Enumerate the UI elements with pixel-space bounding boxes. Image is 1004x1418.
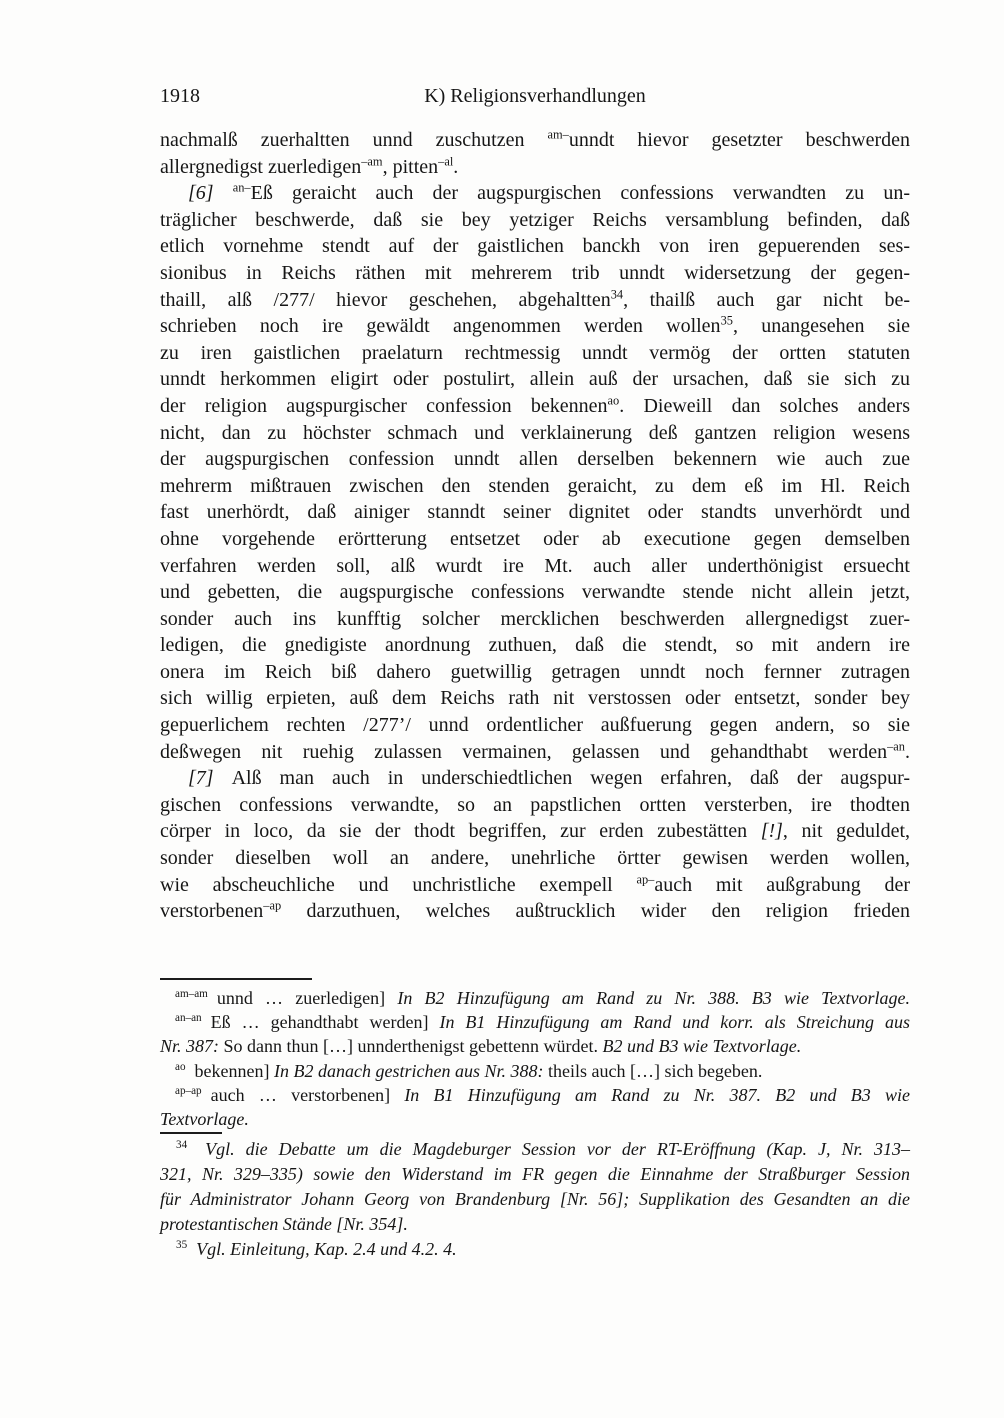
text-run: thaill, alß /277/ hievor geschehen, abgehaltten <box>160 288 611 311</box>
text-line <box>160 420 910 447</box>
text-line <box>160 845 910 872</box>
text-run: träglicher beschwerde, daß sie bey yetziger Reichs versamblung befinden, daß <box>160 208 910 231</box>
text-run: mehrerm mißtrauen zwischen den stenden geraicht, zu dem eß im Hl. Reich <box>160 474 910 497</box>
text-run: zu iren gaistlichen praelaturn rechtmessig unndt vermög der ortten statuten <box>160 341 910 364</box>
text-line <box>160 685 910 712</box>
text-line <box>160 659 910 686</box>
superscript-marker: –an <box>887 739 905 753</box>
superscript-marker: am– <box>547 127 569 142</box>
text-line <box>160 446 910 473</box>
text-run: verstorbenen <box>160 900 264 923</box>
text-run: [!] <box>760 820 783 843</box>
text-run: . Dieweill dan solches anders <box>619 394 910 417</box>
text-run: sich willig erpieten, auß dem Reichs rath nit verstossen oder entsetzt, sonder bey <box>160 687 910 710</box>
text-run: sonder dieselben woll an andere, unehrliche örtter gewisen werden wollen, <box>160 847 910 870</box>
text-line <box>160 473 910 500</box>
superscript-marker: ao <box>607 393 620 408</box>
text-run: Nr. 387: <box>160 1036 224 1057</box>
text-line <box>160 792 910 819</box>
superscript-marker: ao <box>175 1060 186 1073</box>
critical-apparatus <box>160 986 910 1131</box>
footnotes <box>160 1137 910 1262</box>
text-run <box>187 1139 205 1159</box>
text-run: nachmalß zuerhaltten unnd zuschutzen <box>160 129 548 151</box>
text-line <box>160 340 910 367</box>
text-line <box>160 127 910 154</box>
text-run: In B1 Hinzufügung am Rand und korr. als Streichung aus <box>439 1012 910 1033</box>
superscript-marker: ap–ap <box>175 1084 202 1097</box>
text-run: darzuthuen, welches außtrucklich wider den religion frieden <box>281 900 910 923</box>
text-run: ohne vorgehende erörtterung entsetzet oder ab executione gegen demselben <box>160 527 910 550</box>
text-run: onera im Reich biß dahero guetwillig getragen unndt noch fernner zutragen <box>160 660 910 683</box>
text-line <box>160 499 910 526</box>
superscript-marker: ap– <box>636 871 655 886</box>
text-run: , nit geduldet, <box>782 820 910 843</box>
text-run: In B1 Hinzufügung am Rand zu Nr. 387. B2 und B3 wie <box>404 1084 910 1105</box>
text-line <box>160 526 910 553</box>
text-run: für Administrator Johann Georg von Brandenburg [Nr. 56]; Supplikation des Gesandten an die <box>160 1189 910 1209</box>
text-run: [6] <box>188 182 233 205</box>
text-line <box>160 313 910 340</box>
text-run: unndt herkommen eligirt oder postulirt, allein auß der ursachen, daß sie sich zu <box>160 368 910 391</box>
text-run: sionibus in Reichs räthen mit mehrerem trib unndt widersetzung der gegen- <box>160 261 910 284</box>
text-run: . <box>453 155 459 178</box>
text-line <box>160 1212 910 1237</box>
text-run: B2 und B3 wie Textvorlage. <box>602 1036 802 1057</box>
page-number: 1918 <box>160 85 200 107</box>
text-run: Vgl. die Debatte um die Magdeburger Session vor der RT-Eröffnung (Kap. J, Nr. 313– <box>205 1139 910 1159</box>
text-line <box>160 739 910 766</box>
text-line <box>160 260 910 287</box>
text-run: unndt hievor gesetzter beschwerden <box>568 129 910 151</box>
text-line <box>160 872 910 899</box>
superscript-marker: 34 <box>610 286 624 301</box>
text-run: schrieben noch ire gewäldt angenommen werden wollen <box>160 315 721 338</box>
superscript-marker: –al <box>438 153 454 168</box>
text-run: . <box>905 740 910 763</box>
text-line <box>160 553 910 580</box>
text-line <box>160 1137 910 1162</box>
text-run: bekennen] <box>185 1060 274 1081</box>
text-run: , pitten <box>382 155 439 178</box>
text-run: unnd … zuerledigen] <box>207 988 398 1008</box>
text-run: So dann thun […] unnderthenigst gebettenn würdet. <box>223 1036 603 1057</box>
text-line <box>160 1162 910 1187</box>
text-line <box>160 898 910 925</box>
text-run: wie abscheuchliche und unchristliche exempell <box>160 873 637 896</box>
text-line <box>160 180 910 207</box>
text-run: protestantischen Stände [Nr. 354]. <box>160 1214 408 1234</box>
text-line <box>160 1107 910 1131</box>
text-run: [7] <box>188 767 232 790</box>
text-line <box>160 818 910 845</box>
text-run: Vgl. Einleitung, Kap. 2.4 und 4.2. 4. <box>196 1239 457 1259</box>
superscript-marker: –am <box>361 153 383 168</box>
text-run: Alß man auch in underschiedtlichen wegen erfahren, daß der augspur- <box>231 767 910 790</box>
text-line <box>160 1034 910 1058</box>
text-run: 321, Nr. 329–335) sowie den Widerstand im FR gegen die Einnahme der Straßburger Session <box>160 1164 910 1184</box>
text-line <box>160 765 910 792</box>
text-run: , thailß auch gar nicht be- <box>623 288 910 311</box>
superscript-marker: am–am <box>175 988 208 1000</box>
superscript-marker: an– <box>232 180 251 195</box>
body-text <box>160 127 910 925</box>
text-run: gepuerlichem rechten /277’/ unnd ordentlicher außfuerung gegen andern, so sie <box>160 714 910 737</box>
text-line <box>160 712 910 739</box>
running-header <box>160 84 910 108</box>
text-line <box>160 366 910 393</box>
text-run: In B2 danach gestrichen aus Nr. 388: <box>274 1060 548 1081</box>
text-line <box>160 1059 910 1083</box>
text-line <box>160 1083 910 1107</box>
text-line <box>160 207 910 234</box>
text-run: allergnedigst zuerledigen <box>160 155 362 178</box>
superscript-marker: 35 <box>176 1239 188 1251</box>
text-line <box>160 606 910 633</box>
text-run: der religion augspurgischer confession bekennen <box>160 394 608 417</box>
text-line <box>160 154 910 181</box>
text-line <box>160 1010 910 1034</box>
text-run: , unangesehen sie <box>732 315 910 338</box>
text-run: auch mit außgrabung der <box>654 873 911 896</box>
text-run: verfahren werden soll, alß wurdt ire Mt. auch aller underthönigist ersuecht <box>160 554 910 577</box>
text-run: Eß geraicht auch der augspurgischen confessions verwandten zu un- <box>250 182 910 205</box>
text-line <box>160 287 910 314</box>
text-line <box>160 393 910 420</box>
text-line <box>160 1237 910 1262</box>
footnote-separator-rule <box>160 1132 222 1134</box>
text-line <box>160 1187 910 1212</box>
superscript-marker: 34 <box>176 1139 188 1151</box>
text-line <box>160 579 910 606</box>
text-run: gischen confessions verwandte, so an papstlichen ortten versterben, ire thodten <box>160 793 910 816</box>
apparatus-separator-rule <box>160 978 312 980</box>
text-line <box>160 632 910 659</box>
text-run <box>187 1239 196 1259</box>
text-run: etlich vornehme stendt auf der gaistlichen banckh von iren gepuerenden ses- <box>160 235 910 258</box>
text-run: nicht, dan zu höchster schmach und verklainerung deß gantzen religion wesens <box>160 421 910 444</box>
text-run: Textvorlage. <box>160 1109 249 1130</box>
text-run: cörper in loco, da sie der thodt begriffen, zur erden zubestätten <box>160 820 761 843</box>
text-line <box>160 986 910 1010</box>
text-run: der augspurgischen confession unndt allen derselben bekennern wie auch zue <box>160 448 910 471</box>
text-run: ledigen, die gnedigiste anordnung zuthuen, daß die stendt, so mit andern ire <box>160 634 910 657</box>
text-run: theils auch […] sich begeben. <box>547 1060 763 1081</box>
text-run: auch … verstorbenen] <box>201 1084 405 1105</box>
superscript-marker: –ap <box>263 898 282 913</box>
text-run: sonder auch ins kunfftig solcher mercklichen beschwerden allergnedigst zuer- <box>160 607 910 630</box>
text-run: fast unerhördt, daß ainiger stanndt seiner dignitet oder standts unverhördt und <box>160 501 910 524</box>
text-run: deßwegen nit ruehig zulassen vermainen, gelassen und gehandthabt werden <box>160 740 888 763</box>
superscript-marker: an–an <box>175 1012 202 1025</box>
text-run: Eß … gehandthabt werden] <box>201 1012 440 1033</box>
running-title: K) Religionsverhandlungen <box>424 85 646 107</box>
text-line <box>160 233 910 260</box>
text-run: In B2 Hinzufügung am Rand zu Nr. 388. B3 wie Textvorlage. <box>397 988 910 1008</box>
superscript-marker: 35 <box>720 313 733 328</box>
text-run: und gebetten, die augspurgische confessions verwandte stende nicht allein jetzt, <box>160 581 910 604</box>
